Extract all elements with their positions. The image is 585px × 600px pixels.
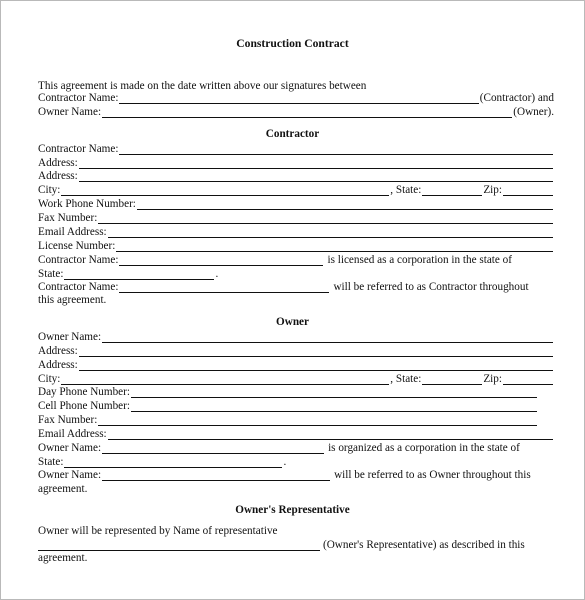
owner-city-label: City: (38, 373, 61, 385)
owner-corp-state-end: . (283, 456, 287, 468)
contractor-email-field[interactable] (108, 226, 553, 238)
intro-owner-suffix: (Owner). (513, 106, 554, 118)
representative-end: agreement. (38, 552, 88, 564)
contractor-corp-state-end: . (215, 268, 219, 280)
owner-referred-name-field[interactable] (102, 469, 330, 481)
contractor-corp-name-field[interactable] (119, 254, 323, 266)
owner-referred-row (38, 468, 554, 482)
representative-row (38, 538, 554, 552)
owner-corp-state-row (38, 455, 554, 469)
contractor-referred-name-field[interactable] (119, 281, 329, 293)
contractor-fax-label: Fax Number: (38, 212, 98, 224)
intro-owner-label: Owner Name: (38, 106, 102, 118)
owner-city-field[interactable] (61, 373, 389, 385)
owner-name-row (38, 330, 554, 344)
contractor-corp-suffix: is licensed as a corporation in the state of (327, 254, 513, 266)
owner-state-field[interactable] (422, 373, 482, 385)
owner-zip-field[interactable] (503, 373, 553, 385)
owner-address-field-1[interactable] (79, 345, 553, 357)
owner-address-label: Address: (38, 345, 78, 357)
contractor-corp-state-label: State: (38, 268, 64, 280)
owner-email-field[interactable] (108, 428, 553, 440)
contractor-state-label: , State: (390, 184, 422, 196)
intro-contractor-label: Contractor Name: (38, 92, 119, 104)
owner-corp-state-label: State: (38, 456, 64, 468)
owner-cell-phone-field[interactable] (131, 400, 537, 412)
contractor-address-row-2 (38, 169, 554, 183)
contractor-fax-row (38, 211, 554, 225)
owner-corp-row (38, 441, 554, 455)
contractor-work-phone-field[interactable] (137, 198, 553, 210)
representative-heading: Owner's Representative (235, 504, 350, 516)
owner-address-field-2[interactable] (79, 359, 553, 371)
intro-owner-row (38, 105, 554, 119)
contractor-heading: Contractor (265, 128, 320, 140)
document-title: Construction Contract (236, 37, 349, 50)
owner-address-label-2: Address: (38, 359, 78, 371)
contractor-corp-label: Contractor Name: (38, 254, 119, 266)
contractor-state-field[interactable] (422, 184, 482, 196)
contractor-license-row (38, 239, 554, 253)
intro-text: This agreement is made on the date written above our signatures between (38, 80, 367, 92)
contractor-license-label: License Number: (38, 240, 116, 252)
contractor-email-label: Email Address: (38, 226, 107, 238)
contractor-referred-row (38, 280, 554, 294)
intro-owner-name-field[interactable] (102, 106, 512, 118)
owner-day-phone-label: Day Phone Number: (38, 386, 130, 398)
owner-address-row-2 (38, 358, 554, 372)
owner-email-row (38, 427, 554, 441)
owner-fax-field[interactable] (98, 414, 537, 426)
contractor-corp-state-field[interactable] (64, 268, 214, 280)
owner-state-label: , State: (390, 373, 422, 385)
contractor-corp-row (38, 253, 554, 267)
owner-day-phone-row (38, 385, 538, 399)
owner-corp-state-field[interactable] (64, 456, 282, 468)
contractor-email-row (38, 225, 554, 239)
owner-referred-label: Owner Name: (38, 469, 102, 481)
contractor-referred-suffix: will be referred to as Contractor throughout (333, 281, 529, 293)
owner-cell-phone-label: Cell Phone Number: (38, 400, 130, 412)
owner-heading: Owner (276, 316, 309, 328)
contractor-address-field-1[interactable] (79, 157, 553, 169)
contractor-name-field[interactable] (119, 143, 553, 155)
owner-name-label: Owner Name: (38, 331, 102, 343)
owner-corp-suffix: is organized as a corporation in the state of (328, 442, 520, 454)
representative-name-field[interactable] (38, 539, 320, 551)
contractor-corp-state-row (38, 267, 554, 281)
contractor-city-field[interactable] (61, 184, 389, 196)
contractor-referred-end: this agreement. (38, 294, 107, 306)
contractor-work-phone-row (38, 197, 554, 211)
contractor-referred-label: Contractor Name: (38, 281, 119, 293)
representative-intro: Owner will be represented by Name of representative (38, 525, 278, 537)
owner-city-row (38, 372, 554, 386)
contractor-name-row (38, 142, 554, 156)
owner-zip-label: Zip: (483, 373, 502, 385)
owner-referred-end: agreement. (38, 483, 88, 495)
contractor-name-label: Contractor Name: (38, 143, 119, 155)
owner-cell-phone-row (38, 399, 538, 413)
contractor-zip-label: Zip: (483, 184, 502, 196)
owner-email-label: Email Address: (38, 428, 107, 440)
contractor-address-row-1 (38, 156, 554, 170)
contractor-address-label-2: Address: (38, 170, 78, 182)
owner-corp-label: Owner Name: (38, 442, 102, 454)
contractor-address-field-2[interactable] (79, 170, 553, 182)
owner-name-field[interactable] (102, 331, 553, 343)
intro-contractor-row (38, 91, 554, 105)
contractor-city-row (38, 183, 554, 197)
owner-address-row-1 (38, 344, 554, 358)
contractor-address-label: Address: (38, 157, 78, 169)
representative-suffix: (Owner's Representative) as described in this (323, 539, 525, 551)
contractor-zip-field[interactable] (503, 184, 553, 196)
intro-contractor-suffix: (Contractor) and (479, 92, 554, 104)
owner-day-phone-field[interactable] (131, 386, 537, 398)
owner-corp-name-field[interactable] (102, 442, 324, 454)
contractor-fax-field[interactable] (98, 212, 553, 224)
contractor-license-field[interactable] (116, 240, 553, 252)
owner-fax-label: Fax Number: (38, 414, 98, 426)
contractor-work-phone-label: Work Phone Number: (38, 198, 136, 210)
owner-referred-suffix: will be referred to as Owner throughout this (334, 469, 531, 481)
contractor-city-label: City: (38, 184, 61, 196)
owner-fax-row (38, 413, 538, 427)
intro-contractor-name-field[interactable] (119, 92, 478, 104)
